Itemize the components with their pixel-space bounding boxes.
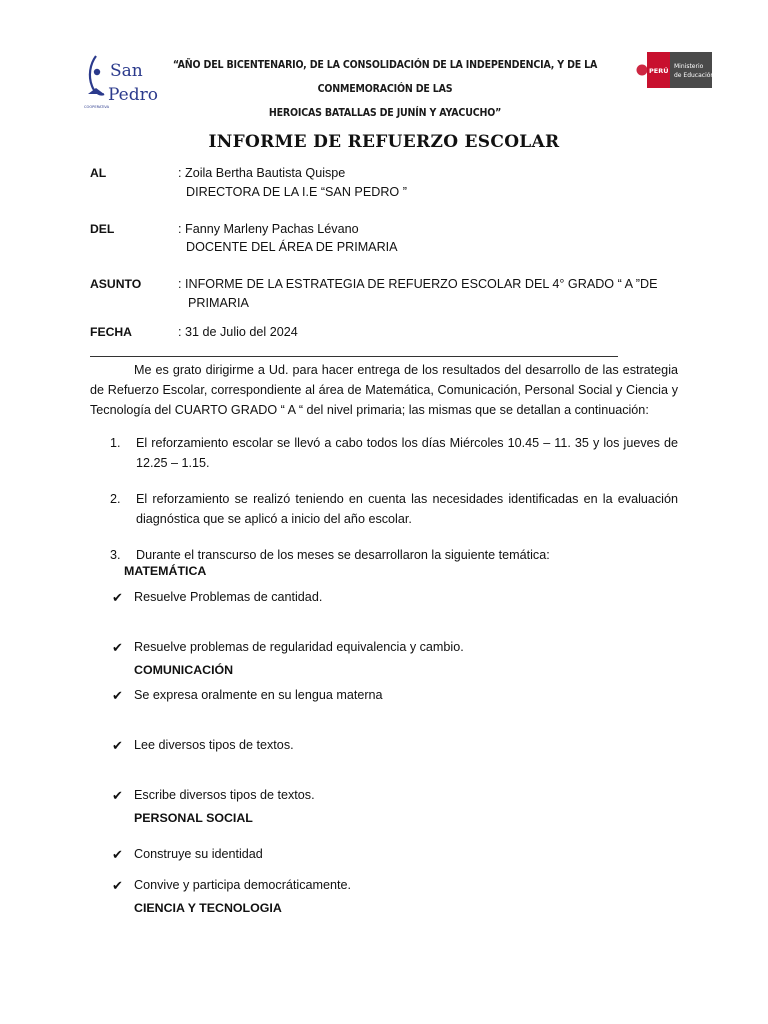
logo-text-san: San [110,61,143,81]
checkmark-icon: ✔ [112,878,123,893]
motto-line-2: HEROICAS BATALLAS DE JUNÍN Y AYACUCHO” [268,108,502,119]
competency-item: Resuelve Problemas de cantidad. [134,590,323,604]
logo-text-ministerio: Ministerio [674,63,704,70]
document-title: INFORME DE REFUERZO ESCOLAR [208,132,560,152]
intro-paragraph: Me es grato dirigirme a Ud. para hacer entrega de los resultados del desarrollo de las estrategia de Refuerzo Escolar, correspondiente al área de Matemática, Comunicación, Personal Social y Ciencia y Tecnología del CUARTO GRADO “ A “ del nivel primaria; las mismas que se detallan a continuación: [90,363,678,417]
competency-item: Lee diversos tipos de textos. [134,738,294,752]
logo-text-peru: PERÚ [649,67,669,75]
item-text: El reforzamiento se realizó teniendo en cuenta las necesidades identificadas en la evaluación diagnóstica que se aplicó a inicio del año escolar. [136,492,678,526]
area-heading-matematica: MATEMÁTICA [124,564,207,578]
competency-item: Construye su identidad [134,847,263,861]
item-number: 1. [110,436,121,450]
item-number: 2. [110,492,121,506]
competency-item: Escribe diversos tipos de textos. [134,788,315,802]
school-logo [82,50,158,110]
item-number: 3. [110,548,121,562]
field-asunto-line1: : INFORME DE LA ESTRATEGIA DE REFUERZO ESCOLAR DEL 4° GRADO “ A ”DE [178,277,658,291]
year-motto [166,54,603,126]
checkmark-icon: ✔ [112,847,123,862]
field-al-role: DIRECTORA DE LA I.E “SAN PEDRO ” [186,185,407,199]
divider-line [90,356,618,357]
item-text: El reforzamiento escolar se llevó a cabo todos los días Miércoles 10.45 – 11. 35 y los jueves de 12.25 – 1.15. [136,436,678,470]
field-label-asunto: ASUNTO [90,277,142,291]
list-item [110,433,678,473]
list-item [110,545,678,565]
checkmark-icon: ✔ [112,688,123,703]
field-del-name: : Fanny Marleny Pachas Lévano [178,222,359,236]
logo-text-educacion: de Educación [674,72,715,79]
field-al-name: : Zoila Bertha Bautista Quispe [178,166,346,180]
competency-item: Se expresa oralmente en su lengua materna [134,688,383,702]
field-asunto-line2: PRIMARIA [188,296,249,310]
ministry-logo [636,52,715,88]
logo-text-pedro: Pedro [108,85,158,105]
field-label-del: DEL [90,222,115,236]
checkmark-icon: ✔ [112,640,123,655]
competency-item: Convive y participa democráticamente. [134,878,351,892]
field-del-role: DOCENTE DEL ÁREA DE PRIMARIA [186,240,398,254]
item-text: Durante el transcurso de los meses se desarrollaron la siguiente temática: [136,548,550,562]
field-fecha-value: : 31 de Julio del 2024 [178,325,298,339]
list-item [110,489,678,529]
field-label-fecha: FECHA [90,325,132,339]
checkmark-icon: ✔ [112,738,123,753]
checkmark-icon: ✔ [112,590,123,605]
logo-text-subtitle: COOPERATIVA [84,105,110,109]
motto-line-1: “AÑO DEL BICENTENARIO, DE LA CONSOLIDACIÓN DE LA INDEPENDENCIA, Y DE LA CONMEMORACIÓN DE LAS [172,60,598,95]
area-heading-comunicacion: COMUNICACIÓN [134,663,234,677]
competency-item: Resuelve problemas de regularidad equivalencia y cambio. [134,640,464,654]
area-heading-personal-social: PERSONAL SOCIAL [134,811,253,825]
area-heading-ciencia: CIENCIA Y TECNOLOGIA [134,901,282,915]
field-label-al: AL [90,166,107,180]
checkmark-icon: ✔ [112,788,123,803]
